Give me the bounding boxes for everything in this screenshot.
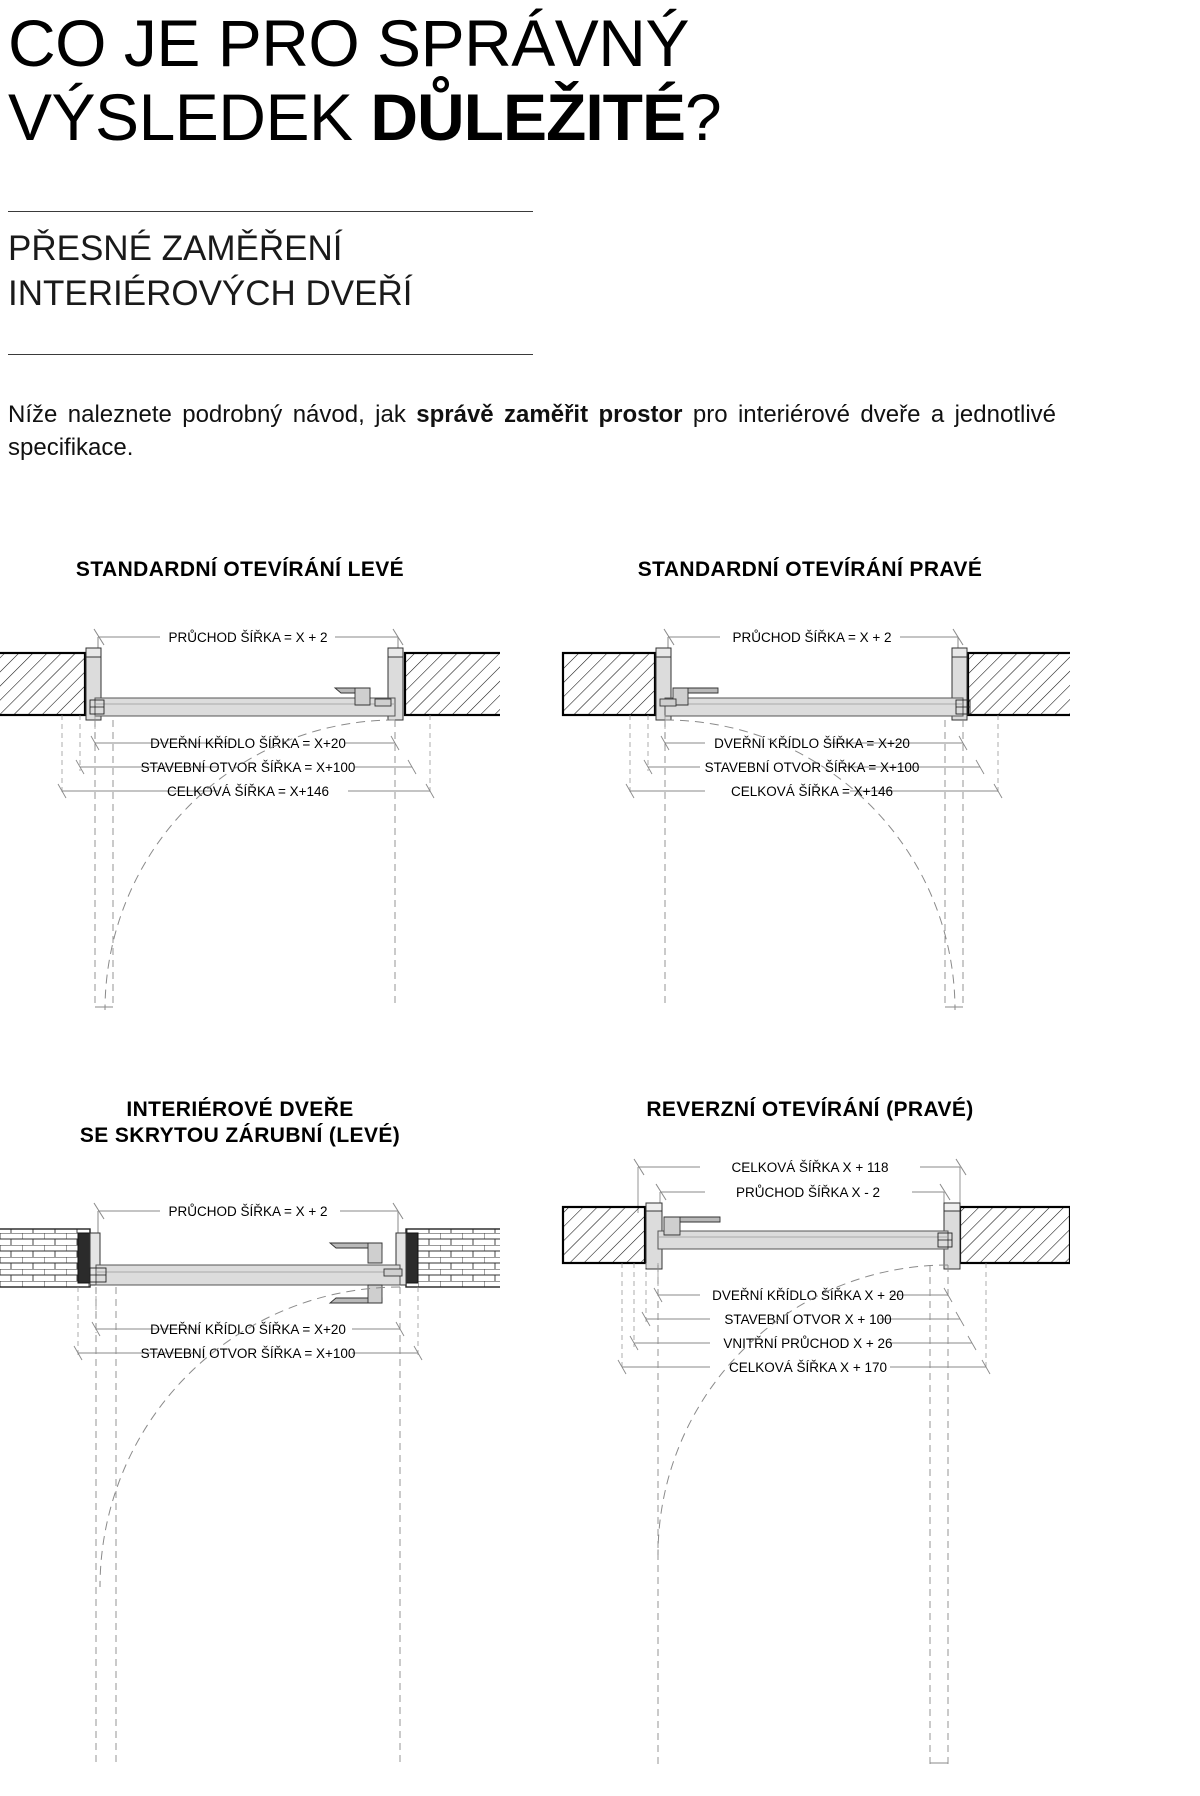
dim-vnitrni-rev: VNITŘNÍ PRŮCHOD X + 26 [723,1336,893,1351]
divider-bottom [8,354,533,355]
diagram-standard-left [0,615,500,1035]
section-heading-reverse-right: REVERZNÍ OTEVÍRÁNÍ (PRAVÉ) [646,1098,974,1121]
dim-prichod-right: PRŮCHOD ŠÍŘKA = X + 2 [732,630,892,645]
dim-stavebni-right: STAVEBNÍ OTVOR ŠÍŘKA = X+100 [704,760,920,775]
section-heading-standard-right: STANDARDNÍ OTEVÍRÁNÍ PRAVÉ [637,558,983,581]
intro-paragraph [8,398,1056,464]
dim-prichod-rev: PRŮCHOD ŠÍŘKA X - 2 [735,1185,881,1200]
title-text-2c: ? [685,80,722,154]
intro-text-2: pro interiérové dveře a jednotlivé specifikace. [8,401,1057,461]
title-text-2a: VÝSLEDEK [8,80,371,154]
page-subtitle [8,226,708,316]
dim-stavebni-rev: STAVEBNÍ OTVOR X + 100 [724,1312,892,1327]
intro-text-bold: správě zaměřit prostor [416,401,683,428]
title-line-2 [8,80,1088,154]
intro-text-1: Níže naleznete podrobný návod, jak [8,401,417,428]
hidden-frame-heading-line1: INTERIÉROVÉ DVEŘE [126,1098,354,1121]
title-text-1: CO JE PRO SPRÁVNÝ [8,6,689,80]
dim-stavebni-left: STAVEBNÍ OTVOR ŠÍŘKA = X+100 [140,760,356,775]
dim-celkova-right: CELKOVÁ ŠÍŘKA = X+146 [730,784,894,799]
dim-kridlo-hidden: DVEŘNÍ KŘÍDLO ŠÍŘKA = X+20 [150,1322,346,1337]
title-text-2b: DŮLEŽITÉ [370,80,685,154]
dim-prichod-hidden: PRŮCHOD ŠÍŘKA = X + 2 [168,1204,328,1219]
diagram-hidden-frame-left [0,1185,500,1785]
dim-prichod-left: PRŮCHOD ŠÍŘKA = X + 2 [168,630,328,645]
dim-stavebni-hidden: STAVEBNÍ OTVOR ŠÍŘKA = X+100 [140,1346,356,1361]
diagram-reverse-right [560,1145,1070,1785]
diagram-standard-right [560,615,1070,1035]
section-heading-standard-left: STANDARDNÍ OTEVÍRÁNÍ LEVÉ [75,558,405,581]
dim-celkova-rev-bottom: CELKOVÁ ŠÍŘKA X + 170 [729,1360,887,1375]
dim-krid lo-left: DVEŘNÍ KŘÍDLO ŠÍŘKA = X+20 [150,736,346,751]
page-title [8,6,1088,154]
dim-celkova-left: CELKOVÁ ŠÍŘKA = X+146 [166,784,330,799]
section-heading-hidden-frame-left [0,1097,480,1149]
hidden-frame-heading-line2: SE SKRYTOU ZÁRUBNÍ (LEVÉ) [79,1124,401,1147]
subtitle-line-2: INTERIÉROVÝCH DVEŘÍ [8,274,413,313]
dim-kridlo-right: DVEŘNÍ KŘÍDLO ŠÍŘKA = X+20 [714,736,910,751]
dim-kridlo-rev: DVEŘNÍ KŘÍDLO ŠÍŘKA X + 20 [712,1288,904,1303]
title-line-1 [8,6,1088,80]
subtitle-line-1: PŘESNÉ ZAMĚŘENÍ [8,229,343,268]
dim-celkova-rev-top: CELKOVÁ ŠÍŘKA X + 118 [731,1160,889,1175]
divider-top [8,211,533,212]
